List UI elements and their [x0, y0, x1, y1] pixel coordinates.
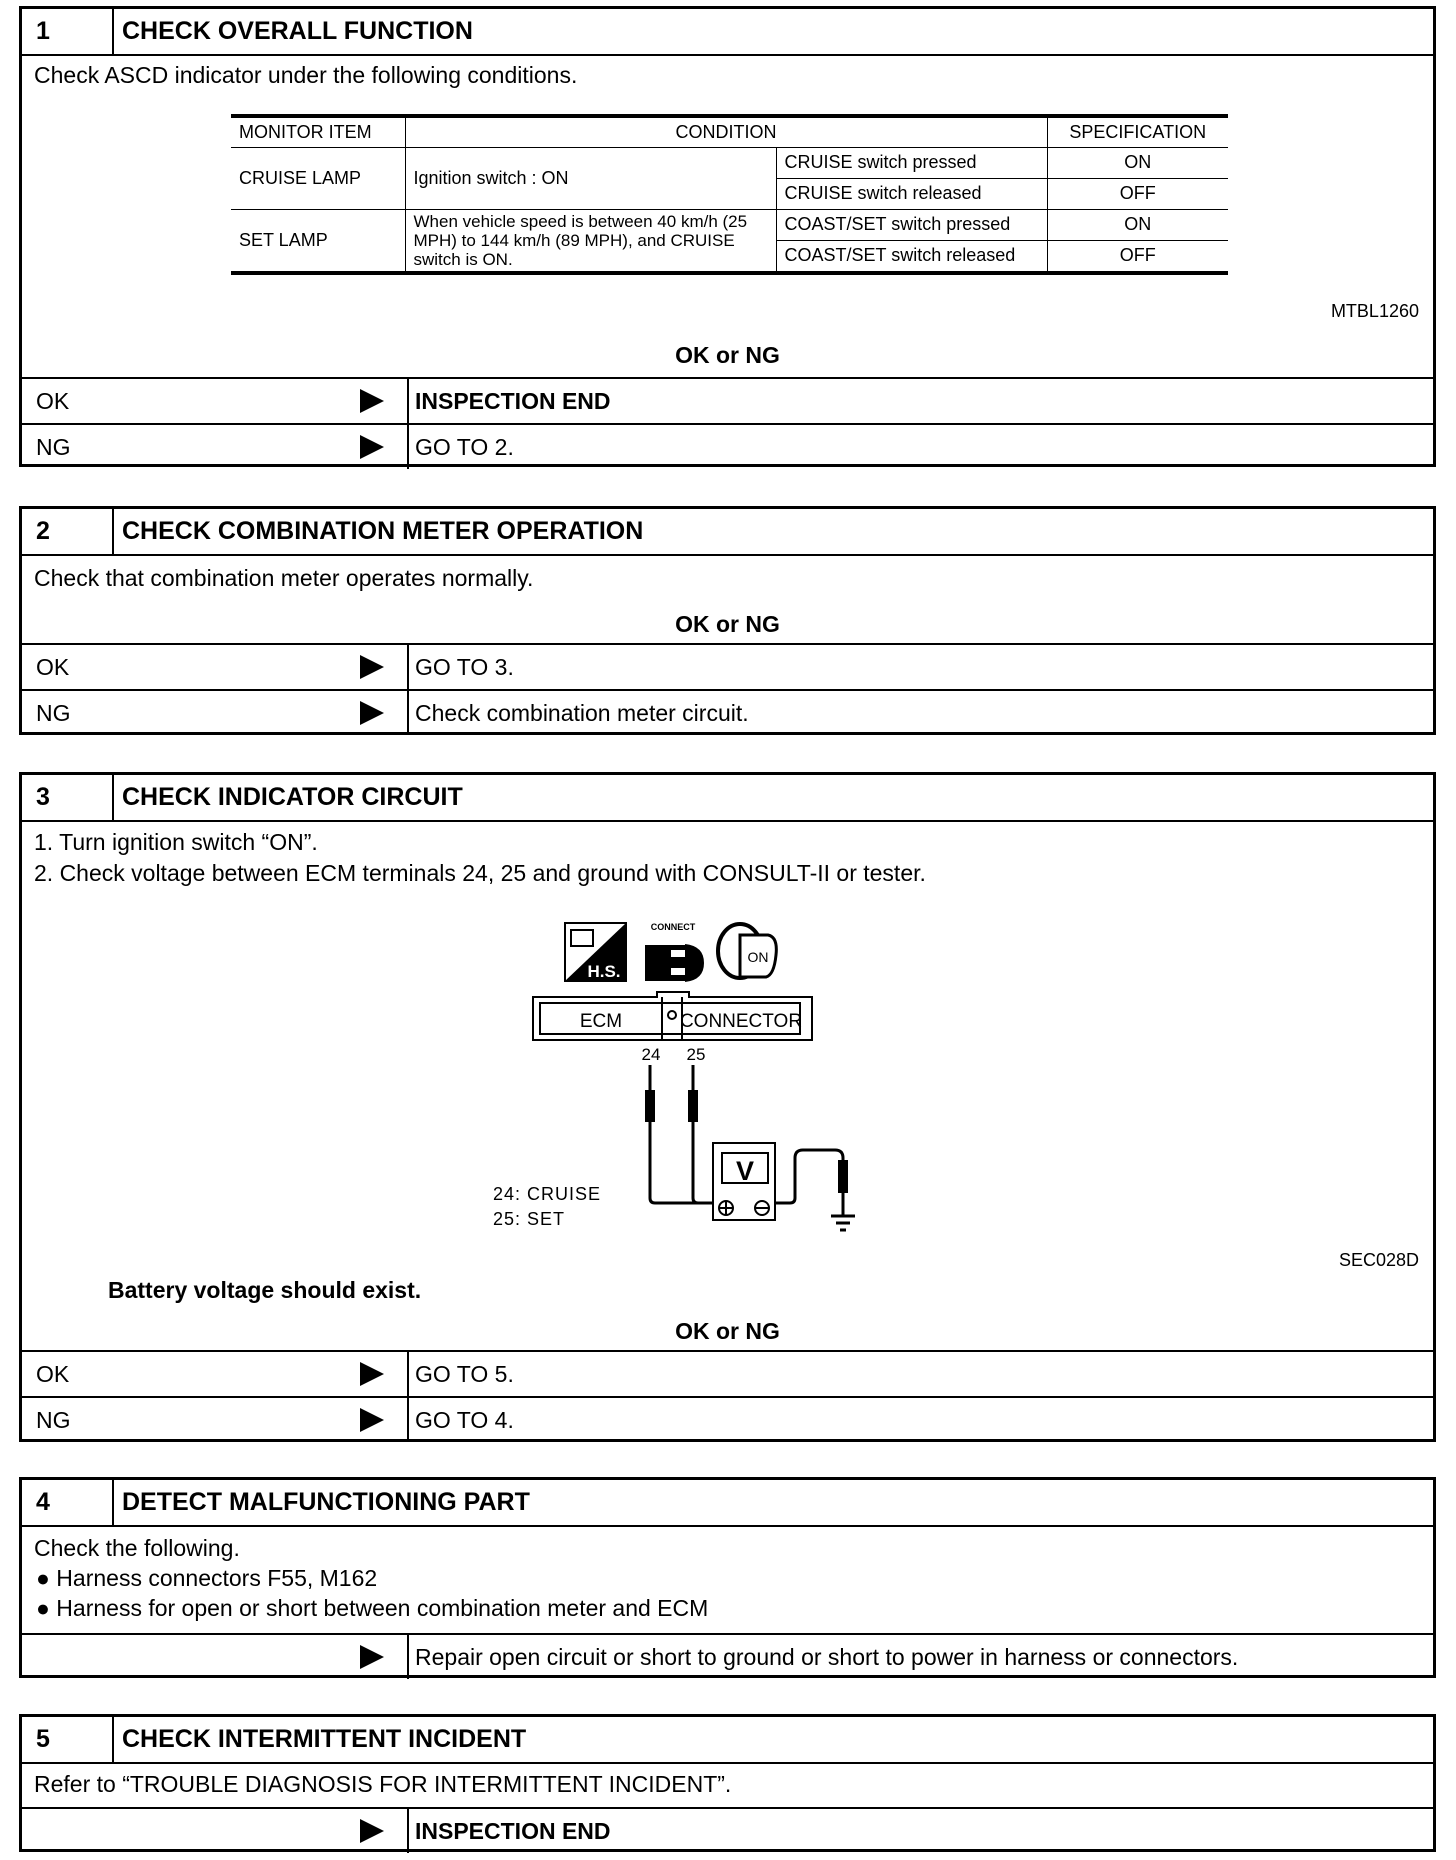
condition: Ignition switch : ON [405, 147, 776, 209]
col-header: CONDITION [405, 116, 1047, 147]
step-4 [19, 1477, 1436, 1678]
result-ng[interactable] [22, 423, 1433, 469]
result-label: OK [36, 388, 70, 414]
step-number: 1 [22, 9, 114, 54]
result-ok[interactable] [22, 643, 1433, 689]
step-title: CHECK INDICATOR CIRCUIT [122, 783, 463, 811]
step-header [22, 1717, 1433, 1764]
ok-or-ng: OK or NG [675, 1318, 780, 1344]
bullet-item: ● Harness for open or short between combination meter and ECM [36, 1595, 709, 1621]
bullet-text: Harness for open or short between combination meter and ECM [56, 1595, 709, 1621]
step-title: CHECK OVERALL FUNCTION [122, 17, 473, 45]
step-body [22, 1527, 1433, 1633]
arrow-right-icon [360, 701, 384, 725]
step-header [22, 9, 1433, 56]
instruction-line: 2. Check voltage between ECM terminals 24, 25 and ground with CONSULT-II or tester. [34, 860, 926, 886]
step-intro: Check that combination meter operates normally. [34, 565, 534, 591]
switch-condition: CRUISE switch released [776, 178, 1047, 209]
step-intro: Check ASCD indicator under the following conditions. [34, 62, 578, 88]
result-ng[interactable] [22, 1396, 1433, 1442]
terminal-24-label: 24 [641, 1045, 661, 1064]
spec: ON [1047, 209, 1228, 241]
switch-condition: COAST/SET switch pressed [776, 209, 1047, 241]
connector-label: CONNECTOR [679, 1011, 803, 1032]
meter-label: V [735, 1156, 755, 1186]
instruction-line: 1. Turn ignition switch “ON”. [34, 829, 318, 855]
monitor-item: SET LAMP [231, 209, 405, 273]
step-number: 3 [22, 775, 114, 820]
result-action: GO TO 3. [407, 645, 1437, 689]
result-label: OK [36, 1361, 70, 1387]
legend-cruise: 24: CRUISE [493, 1184, 602, 1204]
result-label: NG [36, 700, 71, 726]
hs-label: H.S. [587, 962, 621, 981]
result-action: Check combination meter circuit. [407, 691, 1437, 735]
ground-icon [831, 1216, 855, 1230]
ignition-key-on-icon [718, 924, 776, 978]
arrow-right-icon [360, 435, 384, 459]
arrow-right-icon [360, 389, 384, 413]
table-header [231, 116, 1228, 147]
result-action: GO TO 2. [407, 425, 1437, 469]
ok-or-ng: OK or NG [675, 342, 780, 368]
arrow-right-icon [360, 1362, 384, 1386]
spec: OFF [1047, 241, 1228, 273]
legend-set: 25: SET [493, 1209, 566, 1229]
result-action: INSPECTION END [407, 1809, 1437, 1853]
result-action: Repair open circuit or short to ground or short to power in harness or connectors. [407, 1635, 1437, 1679]
figure-code: SEC028D [1338, 1250, 1419, 1270]
ecm-voltage-diagram [480, 900, 880, 1250]
terminal-25-label: 25 [686, 1045, 706, 1064]
step-header [22, 775, 1433, 822]
monitor-item: CRUISE LAMP [231, 147, 405, 209]
condition: When vehicle speed is between 40 km/h (25 MPH) to 144 km/h (89 MPH), and CRUISE switch is ON. [405, 209, 776, 273]
table-row [231, 147, 1228, 178]
result-row[interactable] [22, 1807, 1433, 1853]
result-ok[interactable] [22, 1350, 1433, 1396]
result-ng[interactable] [22, 689, 1433, 735]
switch-condition: COAST/SET switch released [776, 241, 1047, 273]
step-title: CHECK INTERMITTENT INCIDENT [122, 1725, 527, 1753]
result-ok[interactable] [22, 377, 1433, 423]
step-body [22, 556, 1433, 643]
table-row [231, 209, 1228, 241]
hand-tester-icon [565, 923, 626, 981]
arrow-right-icon [360, 1408, 384, 1432]
result-action: INSPECTION END [407, 379, 1437, 423]
result-row[interactable] [22, 1633, 1433, 1679]
step-header [22, 1480, 1433, 1527]
figure-code: MTBL1260 [1330, 301, 1419, 321]
step-number: 5 [22, 1717, 114, 1762]
step-1 [19, 6, 1436, 467]
step-body [22, 56, 1433, 377]
result-label: OK [36, 654, 70, 680]
voltmeter-icon [713, 1143, 775, 1220]
col-header: SPECIFICATION [1047, 116, 1228, 147]
spec: ON [1047, 147, 1228, 178]
arrow-right-icon [360, 655, 384, 679]
step-intro: Check the following. [34, 1535, 240, 1561]
on-label: ON [747, 949, 769, 965]
step-body [22, 1764, 1433, 1807]
connect-icon [645, 922, 703, 981]
arrow-right-icon [360, 1819, 384, 1843]
step-5 [19, 1714, 1436, 1852]
result-label: NG [36, 434, 71, 460]
step-title: DETECT MALFUNCTIONING PART [122, 1488, 530, 1516]
connect-label: CONNECT [650, 922, 696, 932]
switch-condition: CRUISE switch pressed [776, 147, 1047, 178]
spec-note: Battery voltage should exist. [108, 1277, 422, 1303]
ok-or-ng: OK or NG [675, 611, 780, 637]
spec: OFF [1047, 178, 1228, 209]
ecm-connector [533, 992, 812, 1040]
step-number: 4 [22, 1480, 114, 1525]
step-number: 2 [22, 509, 114, 554]
step-title: CHECK COMBINATION METER OPERATION [122, 517, 644, 545]
ecm-label: ECM [579, 1011, 623, 1032]
result-action: GO TO 5. [407, 1352, 1437, 1396]
arrow-right-icon [360, 1645, 384, 1669]
result-label: NG [36, 1407, 71, 1433]
step-header [22, 509, 1433, 556]
step-2 [19, 506, 1436, 735]
monitor-table [231, 114, 1228, 275]
bullet-text: Harness connectors F55, M162 [56, 1565, 378, 1591]
step-intro: Refer to “TROUBLE DIAGNOSIS FOR INTERMITTENT INCIDENT”. [34, 1771, 732, 1797]
col-header: MONITOR ITEM [231, 116, 405, 147]
result-action: GO TO 4. [407, 1398, 1437, 1442]
bullet-item: ● Harness connectors F55, M162 [36, 1565, 378, 1591]
